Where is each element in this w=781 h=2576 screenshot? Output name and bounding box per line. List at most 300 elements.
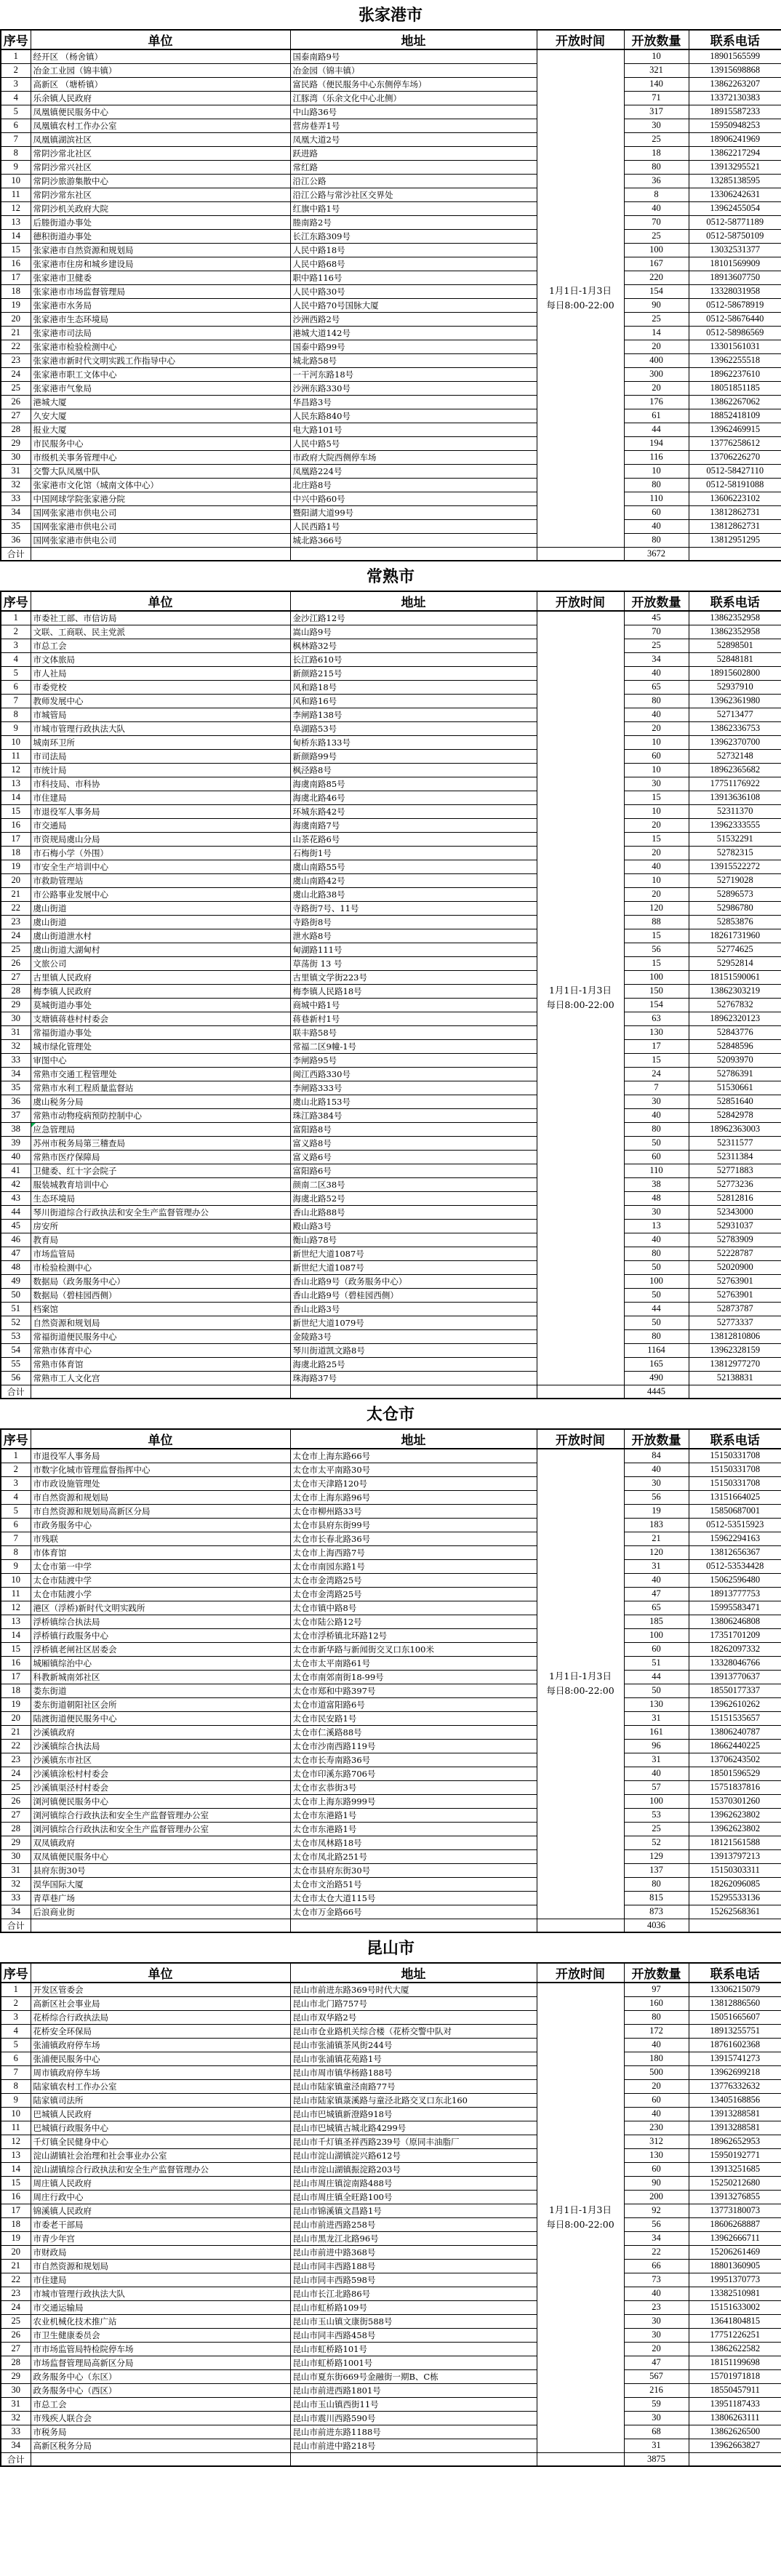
table-row <box>1 353 781 367</box>
column-header-time: 开放时间 <box>537 30 624 49</box>
quantity-cell: 36 <box>624 174 689 188</box>
quantity-cell: 20 <box>624 2342 689 2356</box>
seq-cell: 21 <box>1 1725 31 1739</box>
phone-cell: 19951370773 <box>689 2273 781 2287</box>
seq-cell: 4 <box>1 652 31 666</box>
table-row <box>1 1343 781 1357</box>
seq-cell: 11 <box>1 1587 31 1601</box>
address-cell: 太仓市县府东街99号 <box>290 1518 537 1532</box>
table-row <box>1 160 781 174</box>
phone-cell: 13951187433 <box>689 2397 781 2411</box>
quantity-cell: 25 <box>624 1822 689 1836</box>
quantity-cell: 23 <box>624 2300 689 2314</box>
quantity-cell: 97 <box>624 1983 689 1996</box>
quantity-cell: 20 <box>624 2079 689 2093</box>
quantity-cell: 80 <box>624 694 689 708</box>
seq-cell: 43 <box>1 1191 31 1205</box>
quantity-cell: 20 <box>624 381 689 395</box>
unit-cell: 常福街道便民服务中心 <box>31 1329 290 1343</box>
seq-cell: 1 <box>1 611 31 625</box>
table-row <box>1 77 781 91</box>
quantity-cell: 185 <box>624 1615 689 1628</box>
unit-cell: 文联、工商联、民主党派 <box>31 625 290 639</box>
table-row <box>1 2217 781 2231</box>
phone-cell: 13862217294 <box>689 146 781 160</box>
phone-cell: 52986780 <box>689 901 781 915</box>
quantity-cell: 400 <box>624 353 689 367</box>
seq-cell: 26 <box>1 395 31 409</box>
seq-cell: 7 <box>1 132 31 146</box>
phone-cell: 0512-58986569 <box>689 326 781 340</box>
phone-cell: 13706226270 <box>689 450 781 464</box>
quantity-cell: 20 <box>624 340 689 353</box>
table-row <box>1 215 781 229</box>
phone-cell: 18501596529 <box>689 1767 781 1780</box>
address-cell: 跃进路 <box>290 146 537 160</box>
address-cell: 海虞北路46号 <box>290 791 537 804</box>
phone-cell: 13812862731 <box>689 505 781 519</box>
quantity-cell: 14 <box>624 326 689 340</box>
address-cell: 昆山市周市镇华杨路188号 <box>290 2065 537 2079</box>
seq-cell: 9 <box>1 2093 31 2107</box>
phone-cell: 13962455054 <box>689 201 781 215</box>
seq-cell: 25 <box>1 1780 31 1794</box>
address-cell: 环城东路42号 <box>290 804 537 818</box>
address-cell: 昆山市周庄镇淀南路488号 <box>290 2176 537 2190</box>
unit-cell: 张家港市司法局 <box>31 326 290 340</box>
address-cell: 珠海路37号 <box>290 1371 537 1385</box>
address-cell: 虞山北路153号 <box>290 1095 537 1108</box>
quantity-cell: 200 <box>624 2190 689 2204</box>
phone-cell: 0512-58678919 <box>689 298 781 312</box>
address-cell: 昆山市虹桥路109号 <box>290 2300 537 2314</box>
table-row <box>1 625 781 639</box>
seq-cell: 28 <box>1 2356 31 2369</box>
phone-cell: 13913295521 <box>689 160 781 174</box>
table-row <box>1 519 781 533</box>
total-quantity-cell: 4445 <box>624 1385 689 1399</box>
phone-cell: 15370301260 <box>689 1794 781 1808</box>
phone-cell: 18051851185 <box>689 381 781 395</box>
address-cell: 太仓市沙南西路119号 <box>290 1739 537 1753</box>
unit-cell: 数据局（政务服务中心） <box>31 1274 290 1288</box>
address-cell: 昆山市前进中路218号 <box>290 2439 537 2452</box>
phone-cell: 13962469915 <box>689 423 781 436</box>
seq-cell: 40 <box>1 1150 31 1164</box>
parking-table-2 <box>0 591 781 1399</box>
column-header-qty: 开放数量 <box>624 30 689 49</box>
quantity-cell: 15 <box>624 832 689 846</box>
phone-cell: 13812656367 <box>689 1545 781 1559</box>
seq-cell: 34 <box>1 2439 31 2452</box>
unit-cell: 市财政局 <box>31 2245 290 2259</box>
unit-cell: 市交通局 <box>31 818 290 832</box>
address-cell: 凤凰大道2号 <box>290 132 537 146</box>
table-row <box>1 1684 781 1697</box>
unit-cell: 太仓市陆渡中学 <box>31 1573 290 1587</box>
unit-cell: 自然资源和规划局 <box>31 1316 290 1329</box>
phone-cell: 13382510981 <box>689 2287 781 2300</box>
seq-cell: 18 <box>1 1684 31 1697</box>
quantity-cell: 40 <box>624 2038 689 2052</box>
phone-cell: 52763901 <box>689 1288 781 1302</box>
open-time-line2: 每日8:00-22:00 <box>546 999 614 1011</box>
address-cell: 新颜路215号 <box>290 666 537 680</box>
phone-cell: 13812977270 <box>689 1357 781 1371</box>
address-cell: 太仓市东港路1号 <box>290 1822 537 1836</box>
open-time-cell <box>537 1385 624 1399</box>
unit-cell: 港区（浮桥)新时代文明实践所 <box>31 1601 290 1615</box>
address-cell: 港城大道142号 <box>290 326 537 340</box>
address-cell: 太仓市玄恭街3号 <box>290 1780 537 1794</box>
phone-cell: 13962370700 <box>689 735 781 749</box>
quantity-cell: 500 <box>624 2065 689 2079</box>
phone-cell: 13913288581 <box>689 2107 781 2121</box>
column-header-phone: 联系电话 <box>689 1429 781 1449</box>
address-cell: 太仓市长寿南路36号 <box>290 1753 537 1767</box>
unit-cell: 市市政设施管理处 <box>31 1476 290 1490</box>
address-cell: 电大路101号 <box>290 423 537 436</box>
seq-cell: 23 <box>1 915 31 929</box>
address-cell: 昆山市虹桥路101号 <box>290 2342 537 2356</box>
quantity-cell: 312 <box>624 2135 689 2148</box>
table-row <box>1 1025 781 1039</box>
phone-cell: 13962361980 <box>689 694 781 708</box>
address-cell: 珠江路384号 <box>290 1108 537 1122</box>
phone-cell: 13806240787 <box>689 1725 781 1739</box>
seq-cell: 14 <box>1 229 31 243</box>
table-row <box>1 2342 781 2356</box>
seq-cell: 3 <box>1 639 31 652</box>
address-cell: 商城中路1号 <box>290 998 537 1012</box>
unit-cell: 生态环境局 <box>31 1191 290 1205</box>
phone-cell: 52848181 <box>689 652 781 666</box>
seq-cell: 16 <box>1 1656 31 1670</box>
address-cell: 昆山市虹桥路1001号 <box>290 2356 537 2369</box>
phone-cell: 52853876 <box>689 915 781 929</box>
address-cell: 新颜路99号 <box>290 749 537 763</box>
phone-cell: 13372130383 <box>689 91 781 105</box>
phone-cell: 13962255518 <box>689 353 781 367</box>
seq-cell: 33 <box>1 1891 31 1905</box>
phone-cell: 15250212680 <box>689 2176 781 2190</box>
phone-cell: 13706243502 <box>689 1753 781 1767</box>
quantity-cell: 38 <box>624 1177 689 1191</box>
table-row <box>1 2356 781 2369</box>
quantity-cell: 20 <box>624 846 689 860</box>
unit-cell: 市级机关事务管理中心 <box>31 450 290 464</box>
quantity-cell: 40 <box>624 1108 689 1122</box>
seq-cell: 27 <box>1 409 31 423</box>
seq-cell: 5 <box>1 105 31 119</box>
phone-cell <box>689 1385 781 1399</box>
table-row <box>1 1905 781 1919</box>
parking-table-3 <box>0 1428 781 1933</box>
address-cell: 中山路36号 <box>290 105 537 119</box>
address-cell: 太仓市天津路120号 <box>290 1476 537 1490</box>
column-header-addr: 地址 <box>290 30 537 49</box>
quantity-cell: 180 <box>624 2052 689 2065</box>
table-row <box>1 2259 781 2273</box>
table-row <box>1 666 781 680</box>
table-row <box>1 1260 781 1274</box>
quantity-cell: 815 <box>624 1891 689 1905</box>
unit-cell: 浮桥镇综合执法局 <box>31 1615 290 1628</box>
quantity-cell: 47 <box>624 2356 689 2369</box>
seq-cell: 17 <box>1 271 31 284</box>
table-row <box>1 2176 781 2190</box>
table-row <box>1 188 781 201</box>
address-cell: 琴川街道凯文路8号 <box>290 1343 537 1357</box>
table-body <box>1 1449 781 1932</box>
address-cell: 太仓市万金路66号 <box>290 1905 537 1919</box>
seq-cell: 29 <box>1 1836 31 1849</box>
seq-cell: 24 <box>1 367 31 381</box>
section-title: 太仓市 <box>366 1405 414 1424</box>
unit-cell: 市政务服务中心 <box>31 1518 290 1532</box>
total-quantity-cell: 3672 <box>624 547 689 561</box>
seq-cell: 32 <box>1 478 31 492</box>
table-row <box>1 2369 781 2383</box>
quantity-cell: 73 <box>624 2273 689 2287</box>
quantity-cell: 10 <box>624 804 689 818</box>
quantity-cell: 1164 <box>624 1343 689 1357</box>
address-cell: 昆山市玉山镇西街11号 <box>290 2397 537 2411</box>
seq-cell: 4 <box>1 2024 31 2038</box>
phone-cell: 18801360905 <box>689 2259 781 2273</box>
unit-cell: 淏华国际大厦 <box>31 1877 290 1891</box>
table-row <box>1 860 781 873</box>
phone-cell <box>689 2452 781 2466</box>
phone-cell: 52842978 <box>689 1108 781 1122</box>
address-cell: 昆山市前进中路368号 <box>290 2245 537 2259</box>
phone-cell: 13862352958 <box>689 625 781 639</box>
quantity-cell: 10 <box>624 464 689 478</box>
address-cell: 昆山市前进西路258号 <box>290 2217 537 2231</box>
seq-cell: 19 <box>1 2231 31 2245</box>
address-cell: 人民中路30号 <box>290 284 537 298</box>
address-cell: 一干河东路18号 <box>290 367 537 381</box>
unit-cell <box>31 1385 290 1399</box>
total-row <box>1 1919 781 1932</box>
column-header-unit: 单位 <box>31 591 290 611</box>
seq-cell: 8 <box>1 2079 31 2093</box>
quantity-cell: 100 <box>624 970 689 984</box>
column-header-phone: 联系电话 <box>689 30 781 49</box>
seq-cell: 30 <box>1 1012 31 1025</box>
column-header-unit: 单位 <box>31 30 290 49</box>
table-row <box>1 1849 781 1863</box>
unit-cell: 张家港市住房和城乡建设局 <box>31 257 290 271</box>
unit-cell: 市交通运输局 <box>31 2300 290 2314</box>
seq-cell: 12 <box>1 2135 31 2148</box>
address-cell: 金沙江路12号 <box>290 611 537 625</box>
unit-cell: 淀山湖镇社会治理和社会事业办公室 <box>31 2148 290 2162</box>
table-row <box>1 229 781 243</box>
table-header <box>1 30 781 49</box>
table-row <box>1 1891 781 1905</box>
seq-cell: 46 <box>1 1233 31 1247</box>
phone-cell: 15950192771 <box>689 2148 781 2162</box>
phone-cell: 15150331708 <box>689 1476 781 1490</box>
unit-cell: 常熟市体育中心 <box>31 1343 290 1357</box>
unit-cell: 常熟市交通工程管理处 <box>31 1067 290 1081</box>
quantity-cell: 100 <box>624 1274 689 1288</box>
unit-cell: 服装城教育培训中心 <box>31 1177 290 1191</box>
unit-cell: 市总工会 <box>31 2397 290 2411</box>
quantity-cell: 52 <box>624 1836 689 1849</box>
section-title: 昆山市 <box>366 1939 414 1958</box>
table-row <box>1 478 781 492</box>
seq-cell: 7 <box>1 694 31 708</box>
seq-cell: 27 <box>1 2342 31 2356</box>
seq-cell: 23 <box>1 2287 31 2300</box>
unit-cell: 市税务局 <box>31 2425 290 2439</box>
quantity-cell: 19 <box>624 1504 689 1518</box>
phone-cell: 13862626500 <box>689 2425 781 2439</box>
seq-cell: 18 <box>1 846 31 860</box>
quantity-cell: 220 <box>624 271 689 284</box>
table-row <box>1 735 781 749</box>
unit-cell: 梅李镇人民政府 <box>31 984 290 998</box>
table-row <box>1 915 781 929</box>
unit-cell: 市卫生健康委员会 <box>31 2328 290 2342</box>
seq-cell: 23 <box>1 1753 31 1767</box>
unit-cell: 浏河镇综合行政执法和安全生产监督管理办公室 <box>31 1822 290 1836</box>
phone-cell: 13913770637 <box>689 1670 781 1684</box>
phone-cell: 18962237610 <box>689 367 781 381</box>
address-cell: 联丰路58号 <box>290 1025 537 1039</box>
quantity-cell: 80 <box>624 2010 689 2024</box>
quantity-cell: 50 <box>624 1288 689 1302</box>
phone-cell: 13962663827 <box>689 2439 781 2452</box>
phone-cell: 15150331708 <box>689 1463 781 1476</box>
quantity-cell: 160 <box>624 1996 689 2010</box>
seq-cell: 39 <box>1 1136 31 1150</box>
quantity-cell: 40 <box>624 1767 689 1780</box>
address-cell: 草荡街 13 号 <box>290 956 537 970</box>
table-row <box>1 887 781 901</box>
address-cell: 太仓市新华路与新闻街交叉口东100米 <box>290 1642 537 1656</box>
address-cell: 华昌路3号 <box>290 395 537 409</box>
quantity-cell: 110 <box>624 492 689 505</box>
unit-cell: 琴川街道综合行政执法和安全生产监督管理办公 <box>31 1205 290 1219</box>
address-cell: 泄水路8号 <box>290 929 537 943</box>
seq-cell: 26 <box>1 1794 31 1808</box>
quantity-cell: 60 <box>624 1150 689 1164</box>
address-cell: 昆山市夏东街669号金融街一期B、C栋 <box>290 2369 537 2383</box>
phone-cell: 15206261469 <box>689 2245 781 2259</box>
seq-cell: 27 <box>1 1808 31 1822</box>
phone-cell: 13812951295 <box>689 533 781 547</box>
table-row <box>1 326 781 340</box>
table-row <box>1 1518 781 1532</box>
seq-cell: 10 <box>1 735 31 749</box>
phone-cell: 15995583471 <box>689 1601 781 1615</box>
unit-cell: 市委党校 <box>31 680 290 694</box>
address-cell: 太仓市县府东街30号 <box>290 1863 537 1877</box>
quantity-cell: 10 <box>624 763 689 777</box>
seq-cell: 16 <box>1 257 31 271</box>
unit-cell: 档案馆 <box>31 1302 290 1316</box>
address-cell: 红旗中路1号 <box>290 201 537 215</box>
table-row <box>1 2135 781 2148</box>
unit-cell <box>31 1919 290 1932</box>
phone-cell: 13862336753 <box>689 721 781 735</box>
seq-cell: 18 <box>1 2217 31 2231</box>
phone-cell: 52898501 <box>689 639 781 652</box>
unit-cell: 市科技局、市科协 <box>31 777 290 791</box>
unit-cell: 周庄镇人民政府 <box>31 2176 290 2190</box>
phone-cell: 52812816 <box>689 1191 781 1205</box>
address-cell: 国泰中路99号 <box>290 340 537 353</box>
address-cell: 沿江公路 <box>290 174 537 188</box>
quantity-cell: 137 <box>624 1863 689 1877</box>
table-row <box>1 464 781 478</box>
address-cell: 太仓市上海东路96号 <box>290 1490 537 1504</box>
unit-cell: 常阴沙机关政府大院 <box>31 201 290 215</box>
seq-cell: 36 <box>1 533 31 547</box>
quantity-cell: 100 <box>624 1794 689 1808</box>
phone-cell: 13812810806 <box>689 1329 781 1343</box>
phone-cell: 52093970 <box>689 1053 781 1067</box>
table-row <box>1 1836 781 1849</box>
table-row <box>1 312 781 326</box>
seq-cell: 33 <box>1 2425 31 2439</box>
quantity-cell: 56 <box>624 943 689 956</box>
address-cell: 海虞南路85号 <box>290 777 537 791</box>
address-cell: 古里镇文学街223号 <box>290 970 537 984</box>
quantity-cell: 60 <box>624 1642 689 1656</box>
header-row <box>1 1963 781 1983</box>
seq-cell: 48 <box>1 1260 31 1274</box>
address-cell: 昆山市同丰西路458号 <box>290 2328 537 2342</box>
seq-cell: 25 <box>1 381 31 395</box>
address-cell: 昆山市仓业路机关综合楼（花桥交警中队对 <box>290 2024 537 2038</box>
unit-cell: 教师发展中心 <box>31 694 290 708</box>
seq-cell: 11 <box>1 188 31 201</box>
quantity-cell: 40 <box>624 666 689 680</box>
address-cell: 闽江西路330号 <box>290 1067 537 1081</box>
phone-cell: 13032531377 <box>689 243 781 257</box>
phone-cell: 13962328159 <box>689 1343 781 1357</box>
phone-cell: 52311370 <box>689 804 781 818</box>
quantity-cell: 18 <box>624 146 689 160</box>
seq-cell: 6 <box>1 2052 31 2065</box>
phone-cell: 15150331708 <box>689 1449 781 1463</box>
address-cell: 太仓市东港路1号 <box>290 1808 537 1822</box>
quantity-cell: 15 <box>624 1053 689 1067</box>
address-cell: 沙洲东路330号 <box>290 381 537 395</box>
table-row <box>1 1329 781 1343</box>
phone-cell: 52020900 <box>689 1260 781 1274</box>
address-cell: 寺路街7号、11号 <box>290 901 537 915</box>
unit-cell: 政务服务中心（西区） <box>31 2383 290 2397</box>
unit-cell: 浮桥镇老闸社区居委会 <box>31 1642 290 1656</box>
quantity-cell: 80 <box>624 1329 689 1343</box>
open-time-cell <box>537 1919 624 1932</box>
table-row <box>1 2287 781 2300</box>
unit-cell: 中国网球学院张家港分院 <box>31 492 290 505</box>
seq-cell: 1 <box>1 1449 31 1463</box>
address-cell: 太仓市民安路1号 <box>290 1711 537 1725</box>
table-row <box>1 1615 781 1628</box>
unit-cell: 太仓市陆渡小学 <box>31 1587 290 1601</box>
address-cell: 昆山市黑龙江北路96号 <box>290 2231 537 2245</box>
table-row <box>1 1573 781 1587</box>
table-row <box>1 846 781 860</box>
quantity-cell: 30 <box>624 119 689 132</box>
